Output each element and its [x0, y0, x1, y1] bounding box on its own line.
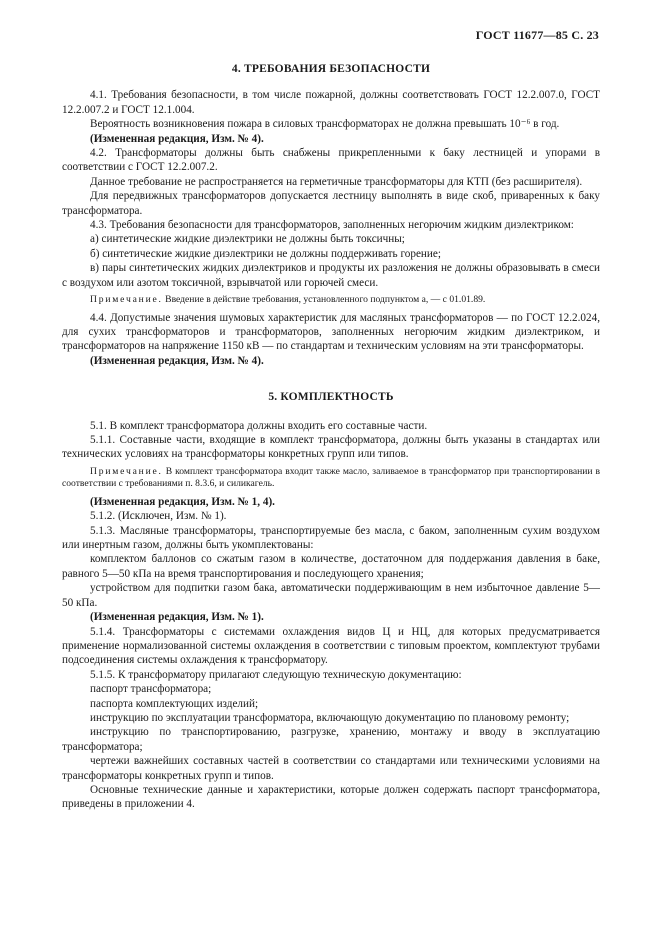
amendment-note: (Измененная редакция, Изм. № 1, 4).	[90, 495, 275, 508]
paragraph-4-2: 4.2. Трансформаторы должны быть снабжены прикрепленными к баку лестницей и упорами в соответствии с ГОСТ 12.2.007.2.	[62, 147, 600, 174]
section-5-title: 5. КОМПЛЕКТНОСТЬ	[268, 391, 394, 404]
paragraph-5-1-4: 5.1.4. Трансформаторы с системами охлаждения видов Ц и НЦ, для которых предусматривается применение нормализованной системы охлаждения в соответствии с типовым проектом, комплектуют трубами подсоединения системы охлаждения к трансформатору.	[62, 625, 600, 667]
paragraph-gas-device: устройством для подпитки газом бака, автоматически поддерживающим в нем избыточное давление 5—50 кПа.	[62, 582, 600, 609]
amendment-note: (Измененная редакция, Изм. № 1).	[90, 611, 264, 624]
note-label: Примечание.	[90, 465, 163, 477]
note-text: Введение в действие требования, установленного подпунктом а, — с 01.01.89.	[162, 294, 486, 306]
paragraph-passport-data: Основные технические данные и характеристики, которые должен содержать паспорт трансформатора, приведены в приложении 4.	[62, 783, 600, 811]
paragraph-ktp-exception: Данное требование не распространяется на герметичные трансформаторы для КТП (без расширителя).	[90, 175, 583, 188]
paragraph-5-1-1: 5.1.1. Составные части, входящие в комплект трансформатора, должны быть указаны в стандартах или технических условиях на трансформаторы конкретных групп или типов.	[62, 434, 600, 461]
paragraph-gas-cylinders: комплектом баллонов со сжатым газом в количестве, достаточном для поддержания давления в баке, равного 5—50 кПа на время транспортирования и последующего хранения;	[62, 553, 600, 580]
paragraph-mobile-transformers: Для передвижных трансформаторов допускается лестницу выполнять в виде скоб, приваренных к баку трансформатора.	[62, 190, 600, 217]
page-content	[62, 62, 600, 812]
list-item-v: в) пары синтетических жидких диэлектриков и продукты их разложения не должны образовывать в смеси с воздухом или азотом токсичной, взрывчатой или горючей смеси.	[62, 262, 600, 289]
paragraph-4-4: 4.4. Допустимые значения шумовых характеристик для масляных трансформаторов — по ГОСТ 12.2.024, для сухих трансформаторов и трансформаторов, заполненных негорючим жидким диэлектриком, и трансформаторов на напряжение 1150 кВ — по стандартам и техническим условиям на эти трансформаторы.	[62, 311, 600, 353]
page-header: ГОСТ 11677—85 С. 23	[475, 28, 599, 42]
note-4-3	[62, 294, 600, 307]
paragraph-4-3: 4.3. Требования безопасности для трансформаторов, заполненных негорючим жидким диэлектриком:	[90, 219, 574, 232]
paragraph-5-1-3: 5.1.3. Масляные трансформаторы, транспортируемые без масла, с баком, заполненным сухим воздухом или инертным газом, должны быть укомплектованы:	[62, 524, 600, 552]
doc-list-item: чертежи важнейших составных частей в соответствии со стандартами или техническими условиями на трансформаторы конкретных групп и типов.	[62, 755, 600, 782]
section-4-title: 4. ТРЕБОВАНИЯ БЕЗОПАСНОСТИ	[231, 63, 431, 75]
paragraph-5-1-5: 5.1.5. К трансформатору прилагают следующую техническую документацию:	[90, 668, 462, 681]
paragraph-4-1: 4.1. Требования безопасности, в том числе пожарной, должны соответствовать ГОСТ 12.2.007.0, ГОСТ 12.2.007.2 и ГОСТ 12.1.004.	[62, 89, 600, 116]
list-item-a: а) синтетические жидкие диэлектрики не должны быть токсичны;	[90, 233, 405, 246]
doc-list-item: паспорта комплектующих изделий;	[90, 697, 259, 710]
doc-list-item: инструкцию по эксплуатации трансформатора, включающую документацию по плановому ремонту;	[90, 711, 570, 724]
doc-list-item: паспорт трансформатора;	[90, 683, 212, 696]
paragraph-fire-probability: Вероятность возникновения пожара в силовых трансформаторах не должна превышать 10⁻⁶ в год.	[90, 118, 560, 131]
note-5-1-1	[62, 466, 600, 491]
note-label: Примечание.	[90, 294, 163, 306]
amendment-note: (Измененная редакция, Изм. № 4).	[90, 132, 264, 145]
note-text: В комплект трансформатора входит также масло, заливаемое в трансформатор при транспортировании в соответствии с требованиями п. 8.3.6, и силикагель.	[62, 465, 600, 490]
paragraph-5-1-2: 5.1.2. (Исключен, Изм. № 1).	[90, 510, 227, 523]
list-item-b: б) синтетические жидкие диэлектрики не должны поддерживать горение;	[90, 247, 441, 260]
paragraph-5-1: 5.1. В комплект трансформатора должны входить его составные части.	[90, 419, 428, 432]
amendment-note: (Измененная редакция, Изм. № 4).	[90, 354, 264, 367]
doc-list-item: инструкцию по транспортированию, разгрузке, хранению, монтажу и вводу в эксплуатацию трансформатора;	[62, 726, 600, 753]
